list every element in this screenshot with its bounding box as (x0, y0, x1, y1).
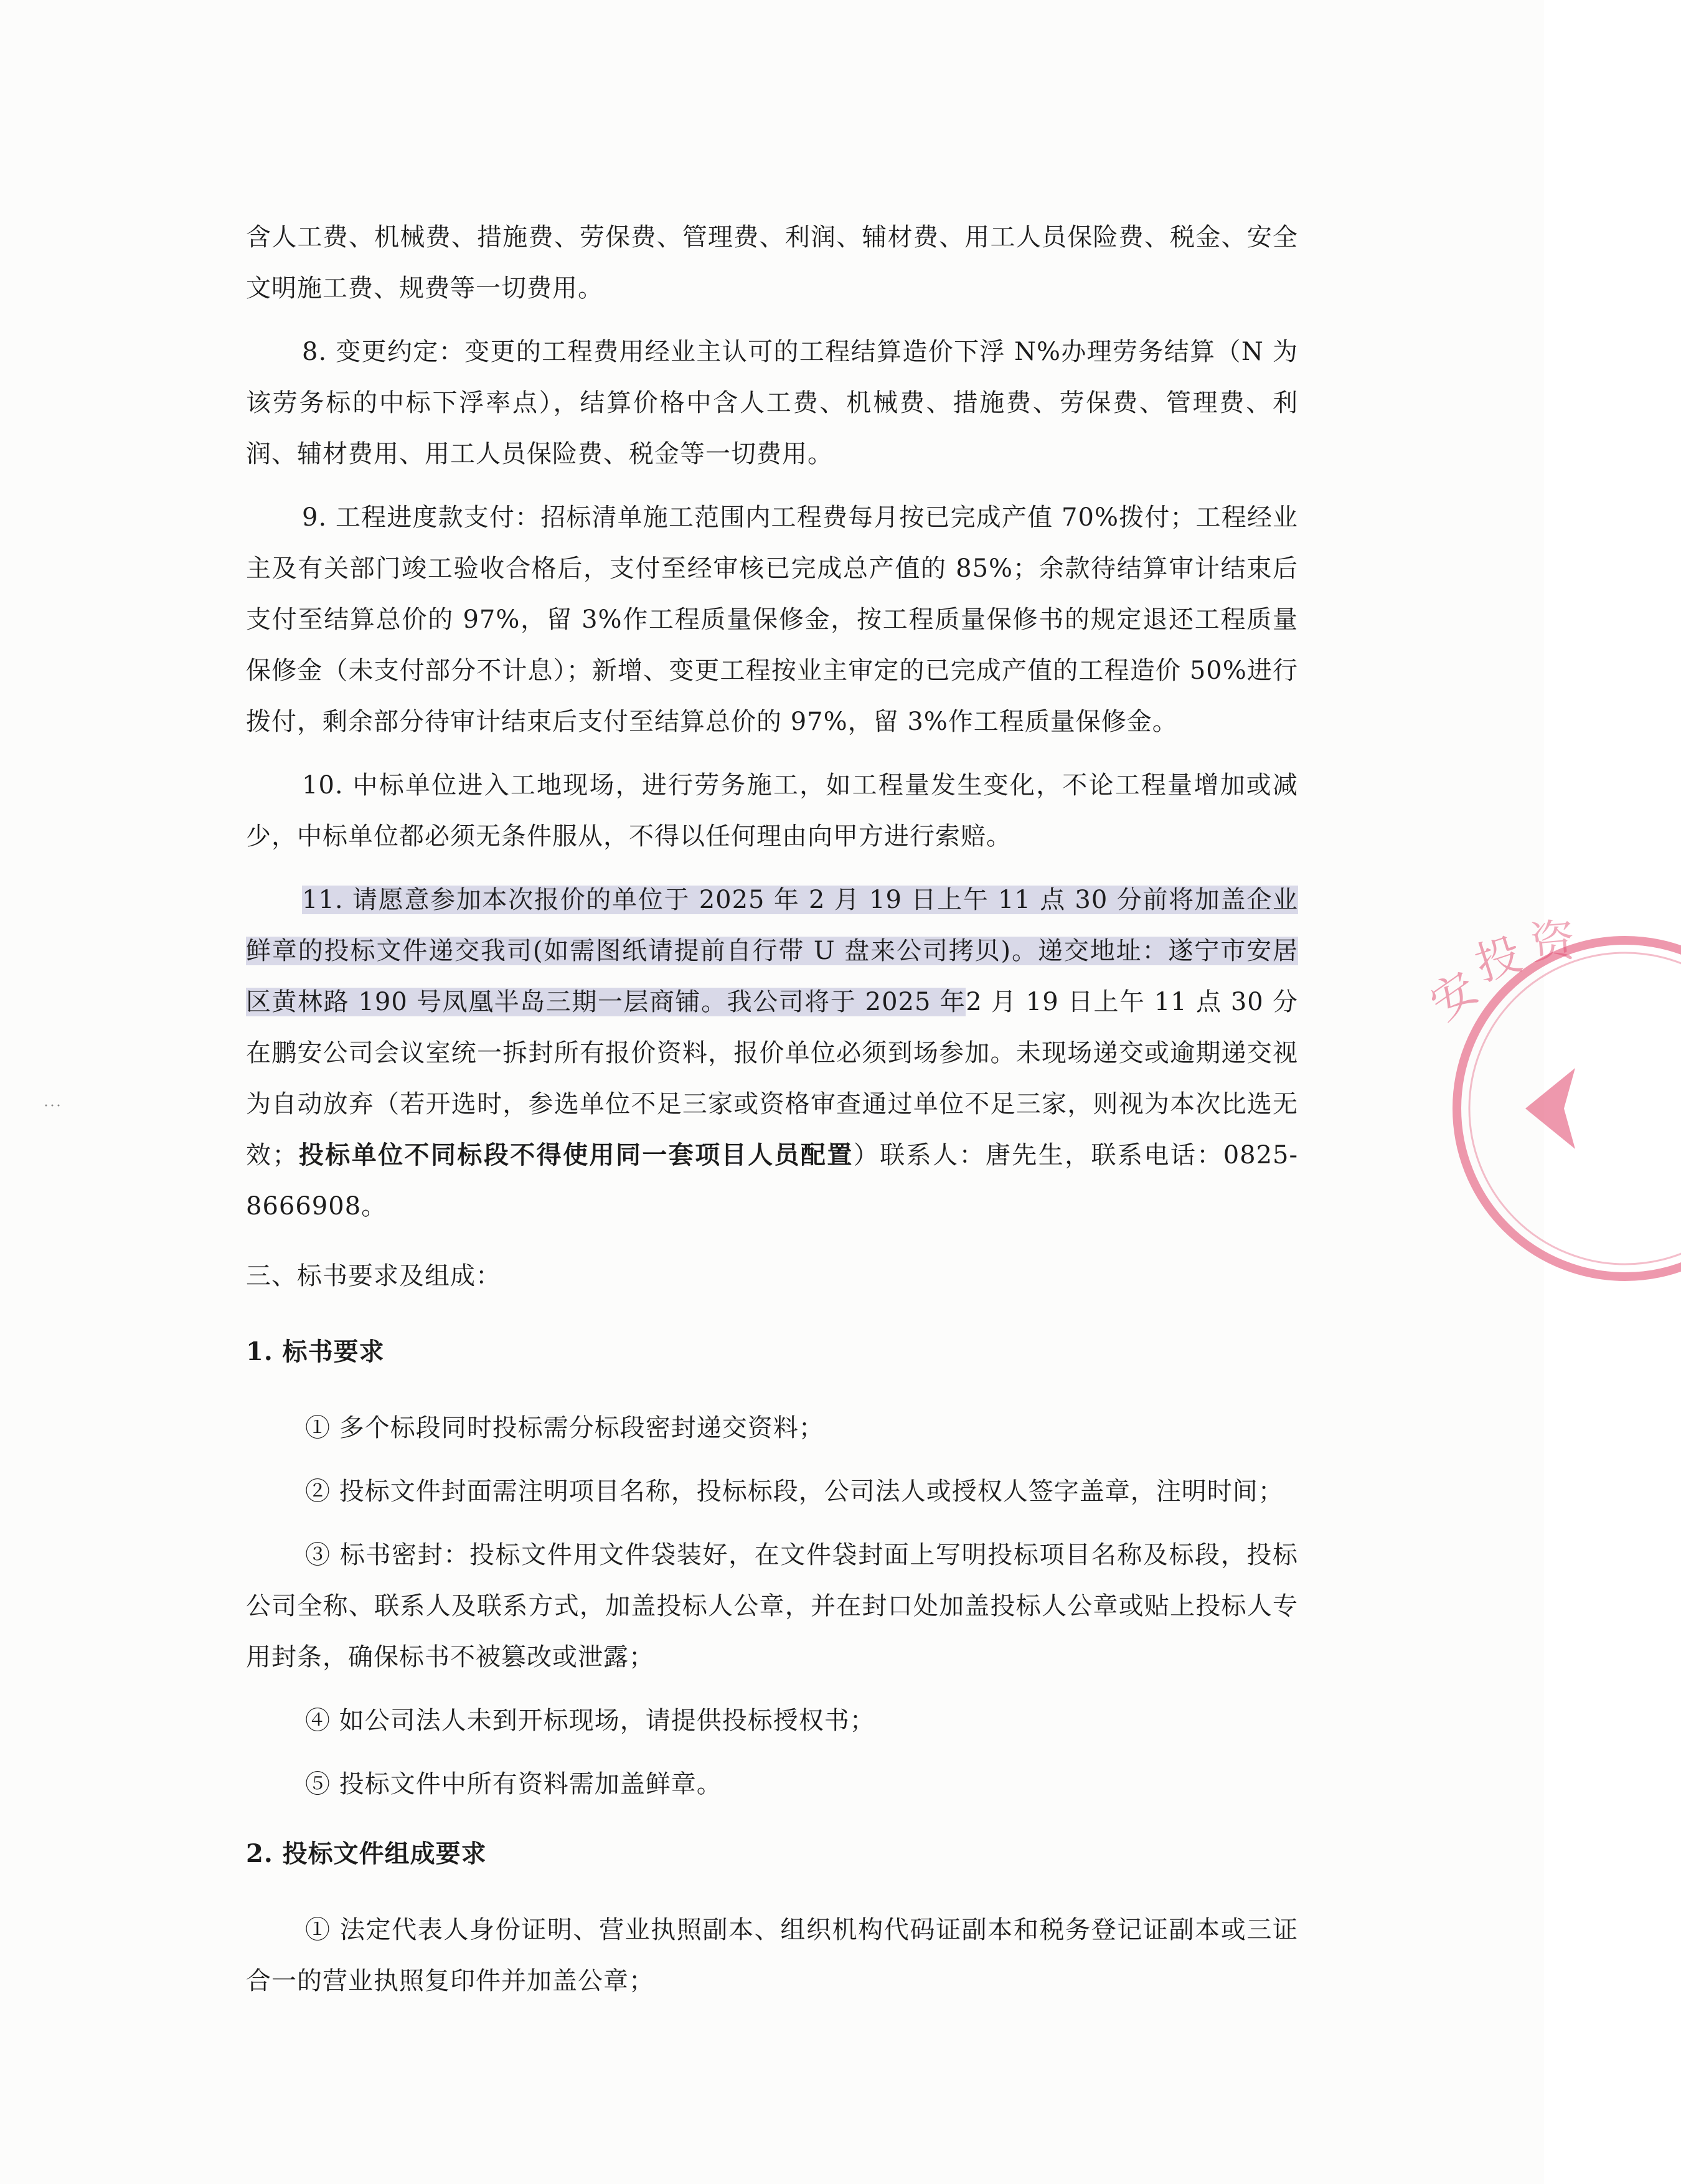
document-body (246, 212, 1298, 2019)
composition-item: ① 法定代表人身份证明、营业执照副本、组织机构代码证副本和税务登记证副本或三证合一的营业执照复印件并加盖公章； (246, 1916, 1298, 1995)
scan-speck (44, 1102, 62, 1109)
requirement-item: ④ 如公司法人未到开标现场，请提供投标授权书； (305, 1706, 875, 1735)
subheading-bid-requirements: 1. 标书要求 (246, 1337, 385, 1366)
paragraph-site-entry: 10. 中标单位进入工地现场，进行劳务施工，如工程量发生变化，不论工程量增加或减少，中标单位都必须无条件服从，不得以任何理由向甲方进行索赔。 (246, 771, 1298, 851)
subheading-document-composition: 2. 投标文件组成要求 (246, 1839, 487, 1868)
requirement-item: ⑤ 投标文件中所有资料需加盖鲜章。 (305, 1770, 722, 1799)
contact-text: ）联系人：唐先生，联系电话：0825-8666908。 (246, 1141, 1299, 1221)
paragraph-progress-payment: 9. 工程进度款支付：招标清单施工范围内工程费每月按已完成产值 70%拨付；工程经业主及有关部门竣工验收合格后，支付至经审核已完成总产值的 85%；余款待结算审计结束后支付至结算总价的 97%，留 3%作工程质量保修金，按工程质量保修书的规定退还工程质量保修金（未支付部分不计息）；新增、变更工程按业主审定的已完成产值的工程造价 50%进行拨付，剩余部分待审计结束后支付至结算总价的 97%，留 3%作工程质量保修金。 (246, 503, 1298, 736)
highlighted-submission-text: 11. 请愿意参加本次报价的单位于 2025 年 2 月 19 日上午 11 点 30 分前将加盖企业鲜章的投标文件递交我司(如需图纸请提前自行带 U 盘来公司拷贝)。递交地址：遂宁市安居区黄林路 190 号凤凰半岛三期一层商铺。我公司将于 2025 年 (246, 886, 1298, 1016)
section-heading-bid-requirements: 三、标书要求及组成： (246, 1262, 501, 1290)
seal-star-icon (1525, 1068, 1575, 1149)
submission-text: 2 月 19 日上午 11 点 30 分在鹏安公司会议室统一拆封所有报价资料，报价单位必须到场参加。未现场递交或逾期递交视为自动放弃（若开选时，参选单位不足三家或资格审查通过单位不足三家，则视为本次比选无效； (246, 988, 1298, 1170)
seal-char: 投 (1469, 927, 1528, 991)
requirement-item: ② 投标文件封面需注明项目名称，投标标段，公司法人或授权人签字盖章，注明时间； (305, 1477, 1284, 1506)
paragraph-change-agreement: 8. 变更约定：变更的工程费用经业主认可的工程结算造价下浮 N%办理劳务结算（N 为该劳务标的中标下浮率点），结算价格中含人工费、机械费、措施费、劳保费、管理费、利润、辅材费用、用工人员保险费、税金等一切费用。 (246, 338, 1298, 468)
paragraph-submission (246, 874, 1298, 1232)
seal-char: 资 (1528, 913, 1578, 970)
requirement-item: ① 多个标段同时投标需分标段密封递交资料； (305, 1414, 824, 1442)
requirement-item: ③ 标书密封：投标文件用文件袋装好，在文件袋封面上写明投标项目名称及标段，投标公司全称、联系人及联系方式，加盖投标人公章，并在封口处加盖投标人公章或贴上投标人专用封条，确保标书不被篡改或泄露； (246, 1541, 1298, 1671)
submission-bold-text: 投标单位不同标段不得使用同一套项目人员配置 (298, 1140, 854, 1170)
seal-char: 安 (1420, 961, 1487, 1030)
paragraph-cost-scope: 含人工费、机械费、措施费、劳保费、管理费、利润、辅材费、用工人员保险费、税金、安全文明施工费、规费等一切费用。 (246, 223, 1298, 303)
company-seal-stamp (1420, 913, 1681, 1295)
